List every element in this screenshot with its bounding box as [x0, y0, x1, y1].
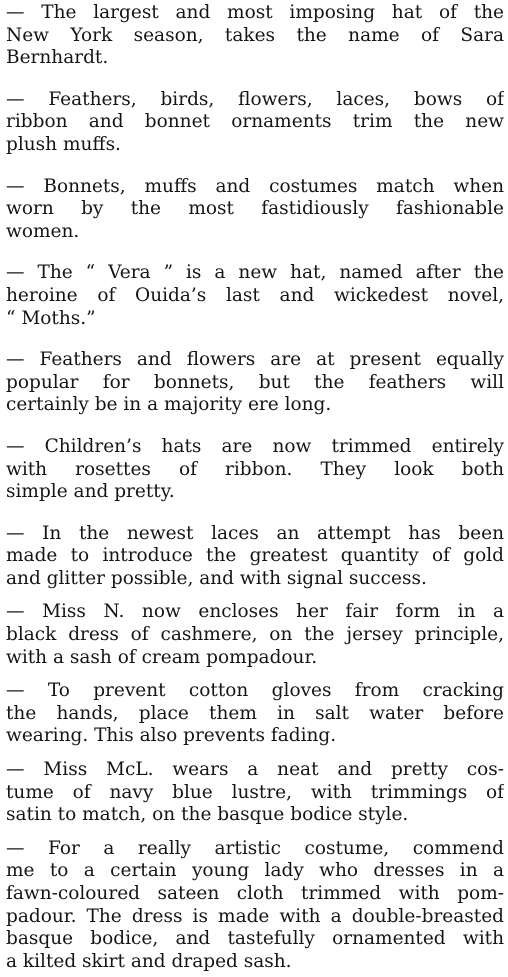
- note-paragraph: [6, 176, 504, 244]
- note-paragraph: [6, 838, 504, 974]
- text-line: “ Moths.”: [6, 307, 96, 329]
- text-line: — For a really artistic costume, commend: [6, 837, 504, 859]
- note-paragraph: [6, 436, 504, 504]
- text-line: with rosettes of ribbon. They look both: [6, 458, 504, 480]
- text-line: — In the newest laces an attempt has been: [6, 522, 504, 544]
- note-paragraph: [6, 759, 504, 827]
- note-paragraph: [6, 262, 504, 330]
- text-line: — Feathers, birds, flowers, laces, bows of: [6, 88, 504, 110]
- text-line: — Miss McL. wears a neat and pretty cos-: [6, 759, 504, 781]
- text-line: New York season, takes the name of Sara: [6, 24, 504, 46]
- text-line: — Feathers and flowers are at present equally: [6, 349, 504, 371]
- text-line: — To prevent cotton gloves from cracking: [6, 680, 504, 702]
- text-line: simple and pretty.: [6, 481, 175, 503]
- text-line: fawn-coloured sateen cloth trimmed with pom-: [6, 883, 504, 904]
- text-line: ribbon and bonnet ornaments trim the new: [6, 111, 504, 133]
- text-line: made to introduce the greatest quantity of gold: [6, 545, 504, 567]
- text-line: — The largest and most imposing hat of the: [6, 2, 504, 23]
- note-paragraph: [6, 523, 504, 591]
- text-line: Bernhardt.: [6, 47, 109, 69]
- note-paragraph: [6, 349, 504, 417]
- text-line: — The “ Vera ” is a new hat, named after the: [6, 262, 504, 284]
- text-line: me to a certain young lady who dresses in a: [6, 860, 504, 882]
- text-line: worn by the most fastidiously fashionable: [6, 198, 504, 220]
- text-line: padour. The dress is made with a double-breasted: [6, 905, 504, 927]
- text-line: heroine of Ouida’s last and wickedest novel,: [6, 284, 504, 306]
- text-line: basque bodice, and tastefully ornamented with: [6, 928, 504, 950]
- text-line: — Children’s hats are now trimmed entirely: [6, 435, 504, 457]
- note-paragraph: [6, 89, 504, 157]
- text-line: popular for bonnets, but the feathers will: [6, 371, 504, 393]
- text-line: wearing. This also prevents fading.: [6, 725, 337, 747]
- text-line: satin to match, on the basque bodice style.: [6, 804, 409, 826]
- text-line: with a sash of cream pompadour.: [6, 646, 318, 668]
- note-paragraph: [6, 680, 504, 748]
- text-line: women.: [6, 220, 80, 242]
- text-line: plush muffs.: [6, 133, 121, 155]
- text-line: black dress of cashmere, on the jersey principle,: [6, 624, 504, 646]
- text-line: — Bonnets, muffs and costumes match when: [6, 175, 504, 197]
- text-line: tume of navy blue lustre, with trimmings of: [6, 781, 504, 803]
- note-paragraph: [6, 601, 504, 669]
- note-paragraph: [6, 2, 504, 70]
- text-line: the hands, place them in salt water before: [6, 702, 504, 724]
- text-line: a kilted skirt and draped sash.: [6, 950, 292, 972]
- text-line: — Miss N. now encloses her fair form in a: [6, 601, 504, 623]
- text-line: certainly be in a majority ere long.: [6, 394, 332, 416]
- text-line: and glitter possible, and with signal success.: [6, 567, 427, 589]
